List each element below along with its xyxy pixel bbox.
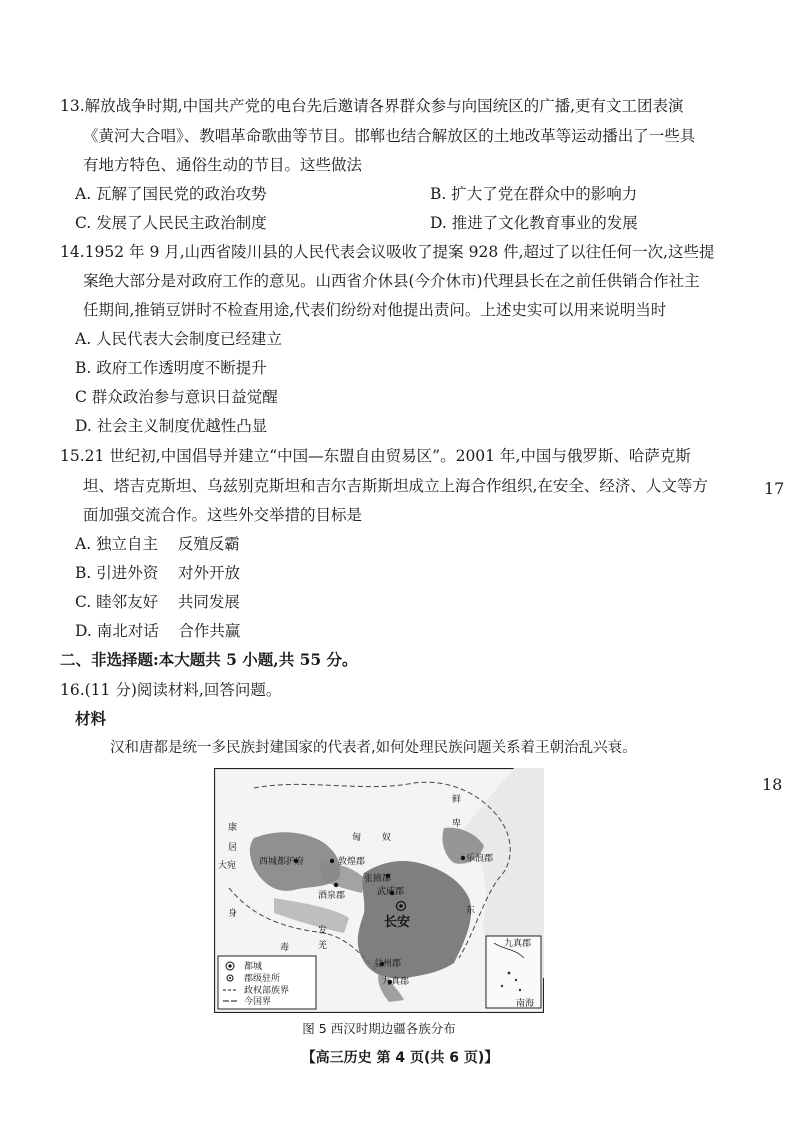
q13-option-c[interactable]: C. 发展了人民民主政治制度	[75, 214, 267, 232]
han-border-map	[214, 768, 544, 1013]
label-jiuquan: 酒泉郡	[318, 891, 346, 901]
section-two-heading: 二、非选择题:本大题共 5 小题,共 55 分。	[60, 650, 358, 669]
q15-stem-line1: 15.21 世纪初,中国倡导并建立“中国—东盟自由贸易区”。2001 年,中国与俄罗斯、哈萨克斯	[60, 447, 691, 465]
label-xiyu: 西城都护府	[259, 857, 305, 867]
label-dayuan: 大宛	[218, 861, 237, 871]
label-inset-jiuzhen: 九真郡	[504, 939, 532, 949]
label-kang: 康	[228, 823, 238, 833]
material-text: 汉和唐都是统一多民族封建国家的代表者,如何处理民族问题关系着王朝治乱兴衰。	[110, 740, 637, 756]
q15-option-b[interactable]: B. 引进外资 对外开放	[75, 564, 240, 582]
label-bei: 卑	[452, 819, 462, 829]
q16-stem: 16.(11 分)阅读材料,回答问题。	[60, 681, 282, 699]
q15-stem-line2: 坦、塔吉克斯坦、乌兹别克斯坦和吉尔吉斯斯坦成立上海合作组织,在安全、经济、人文等方	[83, 477, 708, 495]
lelang-marker	[461, 856, 465, 860]
label-qiang: 羌	[318, 941, 328, 951]
q15-option-d[interactable]: D. 南北对话 合作共赢	[75, 622, 241, 640]
q14-option-b[interactable]: B. 政府工作透明度不断提升	[75, 359, 267, 377]
label-changan: 长安	[384, 915, 411, 930]
label-yizhou: 益州郡	[374, 959, 402, 969]
q15-option-c[interactable]: C. 睦邻友好 共同发展	[75, 593, 240, 611]
q13-option-b[interactable]: B. 扩大了党在群众中的影响力	[430, 185, 638, 203]
label-lelang: 乐浪郡	[466, 854, 494, 864]
label-shen: 身	[228, 909, 238, 919]
legend-commandery: 郡级驻所	[244, 974, 281, 984]
map-figure	[214, 768, 544, 1013]
q13-stem-line3: 有地方特色、通俗生动的节目。这些做法	[83, 156, 363, 174]
label-wuwei: 武威郡	[377, 887, 405, 897]
margin-number-18: 18	[762, 775, 783, 794]
label-nanhai: 南海	[516, 999, 535, 1009]
q13-option-d[interactable]: D. 推进了文化教育事业的发展	[430, 214, 638, 232]
label-ju: 居	[228, 843, 238, 853]
material-label: 材料	[75, 709, 107, 728]
legend-capital: 都城	[244, 962, 263, 972]
label-dong: 东	[466, 906, 476, 916]
page-footer: 【高三历史 第 4 页(共 6 页)】	[301, 1050, 499, 1066]
q13-option-a[interactable]: A. 瓦解了国民党的政治攻势	[75, 185, 267, 203]
q14-stem-line2: 案绝大部分是对政府工作的意见。山西省介休县(今介休市)代理县长在之前任供销合作社主	[83, 272, 700, 290]
margin-number-17: 17	[764, 479, 785, 498]
label-jiuzhen: 九真郡	[382, 977, 410, 987]
dunhuang-marker	[330, 859, 334, 863]
label-dunhuang: 敦煌郡	[338, 857, 366, 867]
label-du: 毒	[280, 943, 290, 953]
q14-option-a[interactable]: A. 人民代表大会制度已经建立	[75, 330, 283, 348]
legend-boundary: 政权部族界	[244, 986, 290, 996]
map-caption: 图 5 西汉时期边疆各族分布	[302, 1021, 456, 1036]
q14-stem-line1: 14.1952 年 9 月,山西省陵川县的人民代表会议吸收了提案 928 件,超过了以往任何一次,这些提	[60, 243, 715, 261]
label-nu: 奴	[382, 833, 392, 843]
q15-stem-line3: 面加强交流合作。这些外交举措的目标是	[83, 506, 363, 524]
q13-stem-line2: 《黄河大合唱》、教唱革命歌曲等节目。邯郸也结合解放区的土地改革等运动播出了一些具	[83, 127, 696, 145]
q13-stem-line1: 13.解放战争时期,中国共产党的电台先后邀请各界群众参与向国统区的广播,更有文工团表演	[60, 97, 684, 115]
label-xian: 鲜	[452, 795, 462, 805]
legend-modern: 今国界	[244, 997, 272, 1007]
q14-option-c[interactable]: C 群众政治参与意识日益觉醒	[75, 388, 278, 406]
label-xiong: 匈	[352, 833, 362, 843]
label-fa: 发	[318, 926, 328, 936]
q14-stem-line3: 任期间,推销豆饼时不检查用途,代表们纷纷对他提出责问。上述史实可以用来说明当时	[83, 301, 667, 319]
q15-option-a[interactable]: A. 独立自主 反殖反霸	[75, 535, 240, 553]
q14-option-d[interactable]: D. 社会主义制度优越性凸显	[75, 417, 268, 435]
jiuquan-marker	[334, 883, 338, 887]
label-zhangye: 张掖郡	[364, 874, 392, 884]
